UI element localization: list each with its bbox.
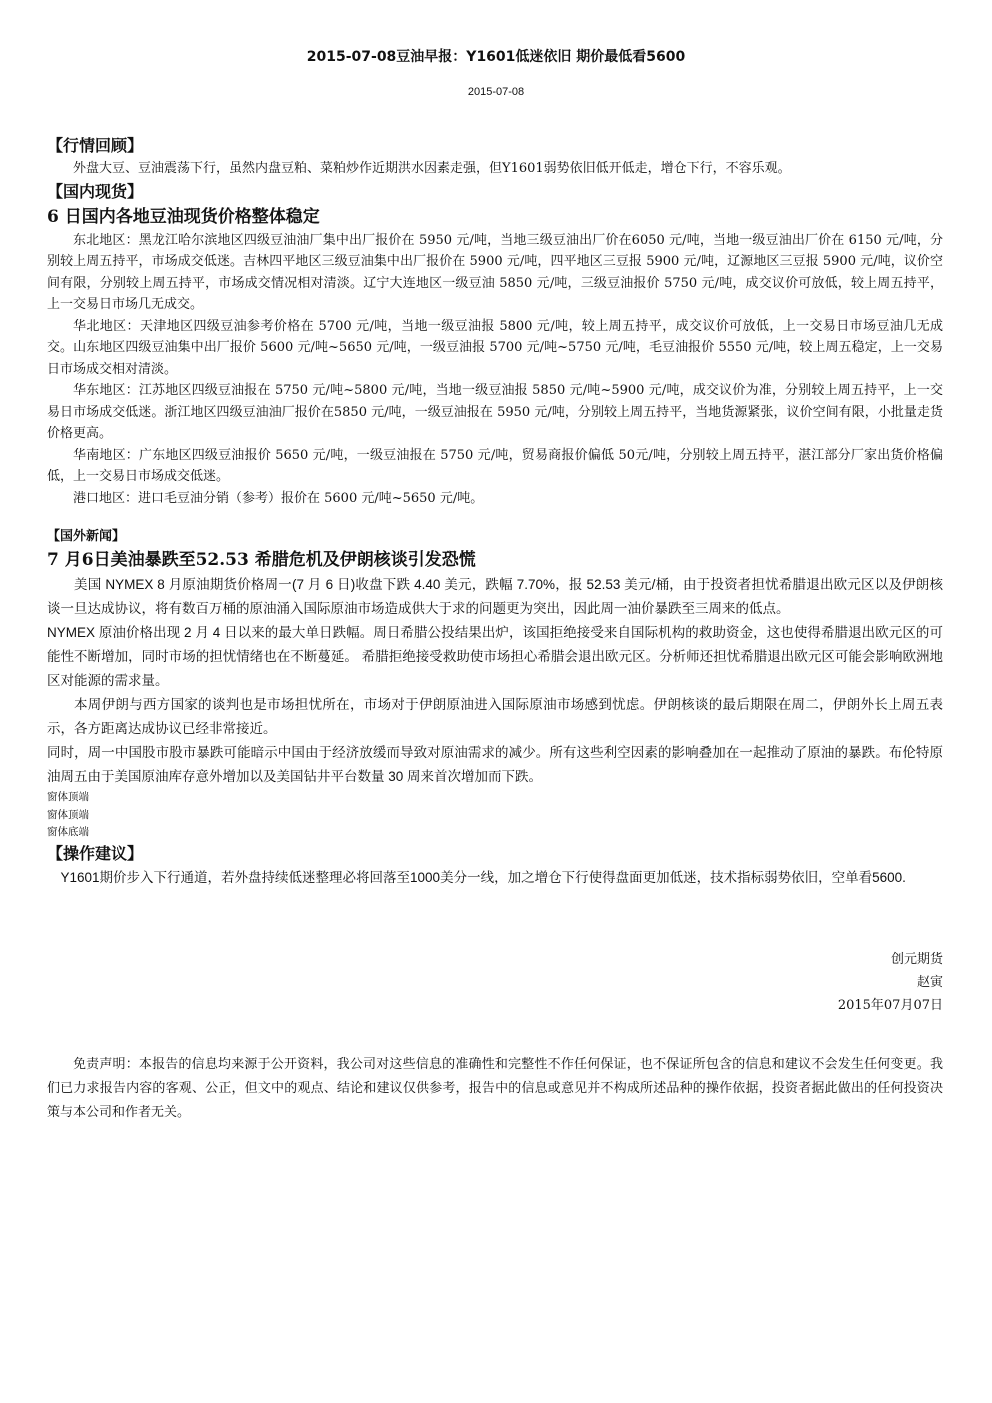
- domestic-heading: 【国内现货】: [47, 181, 144, 201]
- east-china-paragraph: 华东地区：江苏地区四级豆油报在 5750 元/吨~5800 元/吨，当地一级豆油报 5850 元/吨~5900 元/吨，成交议价为准，分别较上周五持平，上一交易日市场成交低迷。浙江地区四级豆油油厂报价在5850 元/吨，一级豆油报在 5950 元/吨，分别较上周五持平，当地货源紧张，议价空间有限，小批量走货价格更高。: [47, 383, 943, 441]
- review-heading: 【行情回顾】: [47, 136, 144, 155]
- foreign-subheading: 7 月6日美油暴跌至52.53 希腊危机及伊朗核谈引发恐慌: [47, 550, 476, 570]
- south-china-paragraph: 华南地区：广东地区四级豆油报价 5650 元/吨，一级豆油报在 5750 元/吨，贸易商报价偏低 50元/吨，分别较上周五持平，湛江部分厂家出货价格偏低，上一交易日市场成交低迷。: [47, 447, 943, 484]
- news-paragraph-3: 本周伊朗与西方国家的谈判也是市场担忧所在，市场对于伊朗原油进入国际原油市场感到忧虑。伊朗核谈的最后期限在周二，伊朗外长上周五表示，各方距离达成协议已经非常接近。: [47, 697, 943, 736]
- advice-heading: 【操作建议】: [47, 843, 144, 863]
- report-body: [47, 134, 943, 1125]
- news-paragraph-1: 美国 NYMEX 8 月原油期货价格周一(7 月 6 日)收盘下跌 4.40 美元，跌幅 7.70%，报 52.53 美元/桶，由于投资者担忧希腊退出欧元区以及伊朗核谈一旦达成协议，将有数百万桶的原油涌入国际原油市场造成供大于求的问题更为突出，因此周一油价暴跌至三周来的低点。: [47, 577, 943, 616]
- advice-text: Y1601期价步入下行通道，若外盘持续低迷整理必将回落至1000美分一线，加之增仓下行使得盘面更加低迷，技术指标弱势依旧，空单看5600.: [60, 869, 906, 885]
- report-date: 2015-07-08: [467, 86, 525, 98]
- signature-block: [47, 948, 943, 1017]
- report-title: 2015-07-08豆油早报：Y1601低迷依旧 期价最低看5600: [306, 49, 686, 65]
- northeast-paragraph: 东北地区：黑龙江哈尔滨地区四级豆油油厂集中出厂报价在 5950 元/吨，当地三级豆油出厂价在6050 元/吨，当地一级豆油出厂价在 6150 元/吨，分别较上周五持平，市场成交低迷。吉林四平地区三级豆油集中出厂报价在 5900 元/吨，四平地区三豆报 5900 元/吨，辽源地区三豆报 5900 元/吨，议价空间有限，分别较上周五持平，市场成交情况相对清淡。辽宁大连地区一级豆油 5850 元/吨，三级豆油报价 5750 元/吨，成交议价可放低，较上周五持平，上一交易日市场几无成交。: [47, 232, 943, 312]
- port-paragraph: 港口地区：进口毛豆油分销（参考）报价在 5600 元/吨~5650 元/吨。: [73, 490, 484, 506]
- review-text: 外盘大豆、豆油震荡下行，虽然内盘豆粕、菜粕炒作近期洪水因素走强，但Y1601弱势依旧低开低走，增仓下行，不容乐观。: [73, 161, 791, 176]
- signature-author: 赵寅: [916, 974, 943, 990]
- form-bottom-marker: 窗体底端: [47, 826, 89, 838]
- form-top-marker: 窗体顶端: [47, 791, 89, 803]
- form-top-marker: 窗体顶端: [47, 808, 89, 821]
- disclaimer-text: 免责声明：本报告的信息均来源于公开资料，我公司对这些信息的准确性和完整性不作任何保证，也不保证所包含的信息和建议不会发生任何变更。我们已力求报告内容的客观、公正，但文中的观点、结论和建议仅供参考，报告中的信息或意见并不构成所述品种的操作依据，投资者据此做出的任何投资决策与本公司和作者无关。: [47, 1056, 943, 1120]
- domestic-subheading: 6 日国内各地豆油现货价格整体稳定: [47, 206, 320, 227]
- north-china-paragraph: 华北地区：天津地区四级豆油参考价格在 5700 元/吨，当地一级豆油报 5800 元/吨，较上周五持平，成交议价可放低，上一交易日市场豆油几无成交。山东地区四级豆油集中出厂报价 5600 元/吨~5650 元/吨，一级豆油报 5700 元/吨~5750 元/吨，毛豆油报价 5550 元/吨，较上周五稳定，上一交易日市场成交相对清淡。: [47, 318, 943, 377]
- signature-date: 2015年07月07日: [837, 997, 943, 1013]
- news-paragraph-2: NYMEX 原油价格出现 2 月 4 日以来的最大单日跌幅。周日希腊公投结果出炉，该国拒绝接受来自国际机构的救助资金，这也使得希腊退出欧元区的可能性不断增加，同时市场的担忧情绪也在不断蔓延。 希腊拒绝接受救助使市场担心希腊会退出欧元区。分析师还担忧希腊退出欧元区可能会影响欧洲地区对能源的需求量。: [47, 625, 943, 688]
- signature-company: 创元期货: [890, 951, 943, 967]
- foreign-heading: 【国外新闻】: [47, 529, 126, 544]
- news-paragraph-4: 同时，周一中国股市股市暴跌可能暗示中国由于经济放缓而导致对原油需求的减少。所有这些利空因素的影响叠加在一起推动了原油的暴跌。布伦特原油周五由于美国原油库存意外增加以及美国钻井平台数量 30 周来首次增加而下跌。: [47, 745, 943, 784]
